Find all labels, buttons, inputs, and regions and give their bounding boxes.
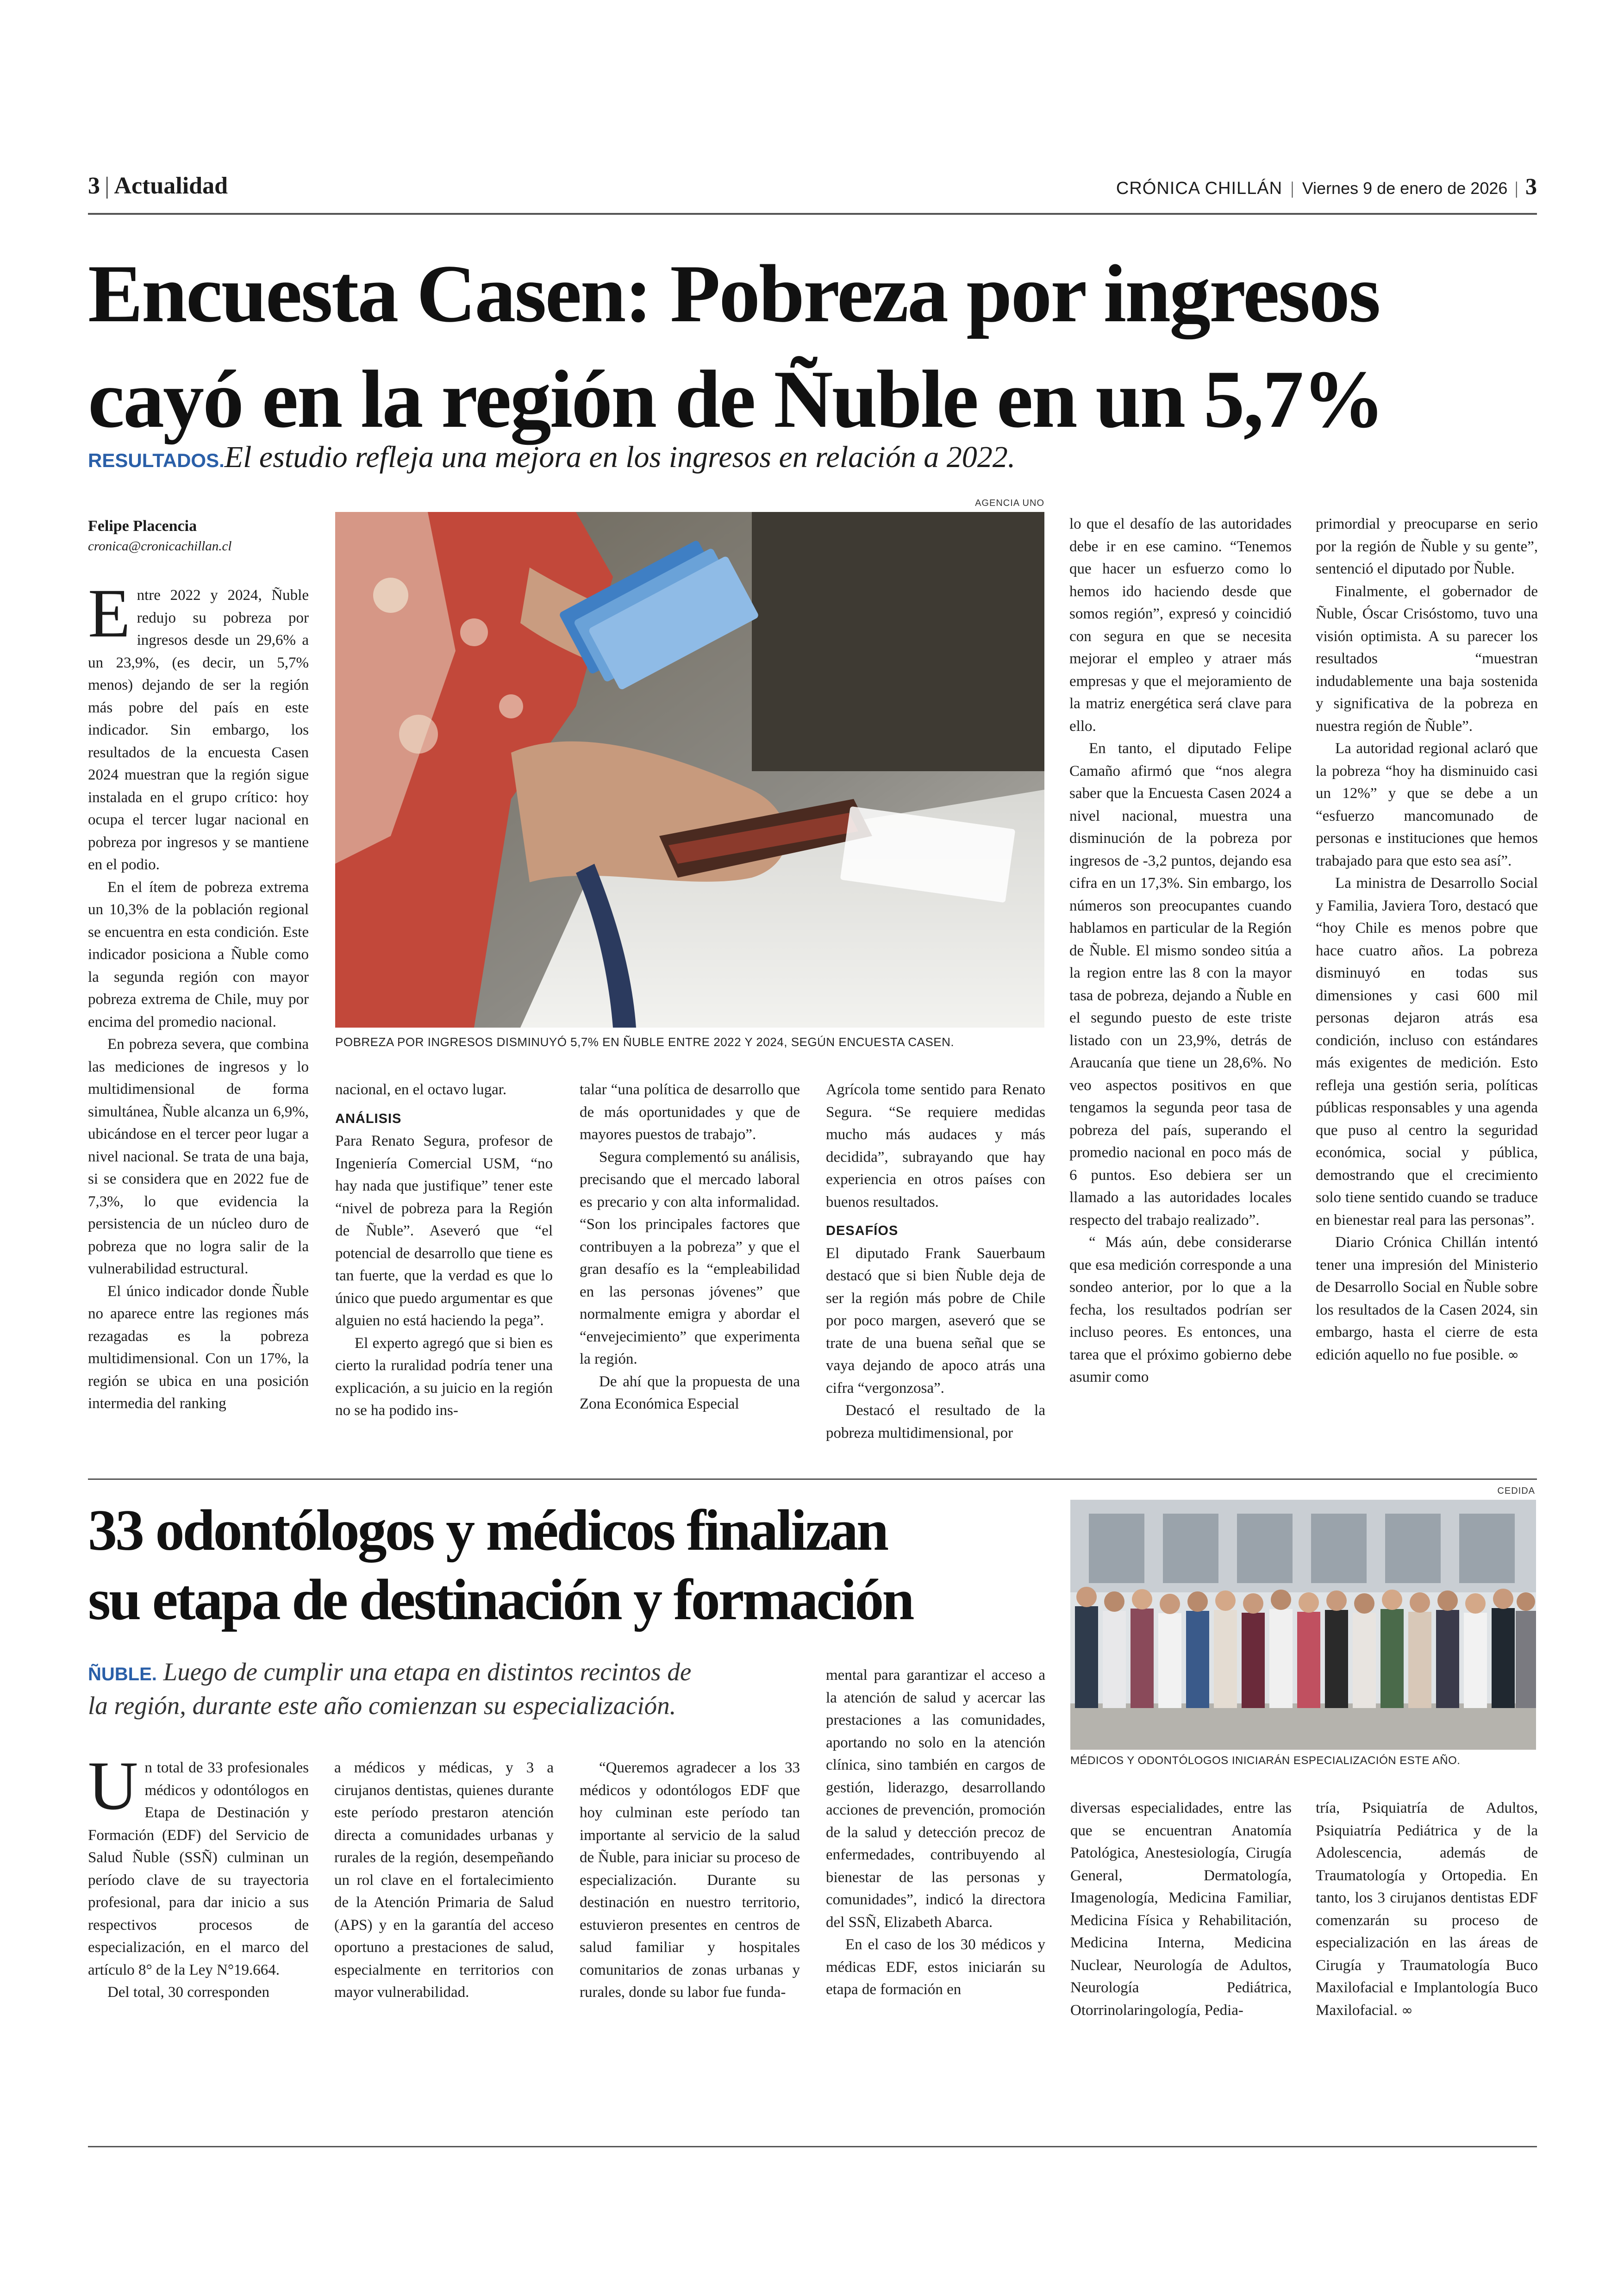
article1-paragraph: El experto agregó que si bien es cierto la ruralidad podría tener una explicación, a su juicio en la región no se ha podido ins- [335, 1335, 553, 1419]
photo1-credit: AGENCIA UNO [975, 498, 1044, 508]
article1-paragraph: De ahí que la propuesta de una Zona Económica Especial [580, 1373, 800, 1412]
author-email[interactable]: cronica@cronicachillan.cl [88, 539, 232, 554]
article2-deck: ÑUBLE. Luego de cumplir una etapa en distintos recintos de la región, durante este año comienzan su especialización. [88, 1658, 692, 1720]
article1-photo [335, 512, 1044, 1028]
drop-cap: E [88, 575, 131, 652]
article2-paragraph: Del total, 30 corresponden [107, 1984, 270, 2001]
article1-paragraph: El único indicador donde Ñuble no aparece entre las regiones más rezagadas es la pobreza multidimensional. Con un 17%, la región se ubica en una posición intermedia del ranking [88, 1283, 309, 1412]
article2-paragraph: “Queremos agradecer a los 33 médicos y odontólogos EDF que hoy culminan este período tan importante al servicio de la salud de Ñuble, para iniciar su proceso de especialización. Durante su destinación en nuestro territorio, estuvieron presentes en centros de salud familiar y hospitales comunitarios de zonas urbanas y rurales, donde su labor fue funda- [580, 1759, 800, 2001]
article2-column-3 [580, 1757, 800, 2004]
section-label: 3 | Actualidad [88, 173, 228, 199]
article1-column-1 [88, 575, 309, 1415]
article1-paragraph: primordial y preocuparse en serio por la región de Ñuble y su gente”, sentenció el diputado por Ñuble. [1316, 516, 1538, 577]
article2-paragraph: diversas especialidades, entre las que se encuentran Anatomía Patológica, Anestesiología, Cirugía General, Dermatología, Imagenología, Medicina Familiar, Medicina Física y Rehabilitación, Medicina Interna, Medicina Nuclear, Neurología de Adultos, Neurología Pediátrica, Otorrinolaringología, Pedia- [1070, 1800, 1292, 2019]
end-mark-icon: ∞ [1401, 2002, 1413, 2019]
article1-paragraph: En el ítem de pobreza extrema un 10,3% de la población regional se encuentra en esta condición. Este indicador posiciona a Ñuble como la segunda región con mayor pobreza extrema de Chile, muy por encima del promedio nacional. [88, 879, 309, 1030]
article1-paragraph: Para Renato Segura, profesor de Ingeniería Comercial USM, “no hay nada que justifique” tener este “nivel de pobreza para la Región de Ñuble”. Aseveró que “el potencial de desarrollo que tiene es tan fuerte, que la verdad es que lo único que puedo argumentar es que alguien no está haciendo la pega”. [335, 1133, 553, 1329]
article1-column-4 [826, 1079, 1045, 1444]
article1-column-6 [1316, 513, 1538, 1366]
article1-paragraph: En pobreza severa, que combina las mediciones de ingresos y lo multidimensional de forma simultánea, Ñuble alcanza un 6,9%, ubicándose en el tercer peor lugar a nivel nacional. Se trata de una baja, si se considera que en 2022 fue de 7,3%, lo que evidencia la persistencia de un núcleo duro de pobreza que no logra salir de la vulnerabilidad estructural. [88, 1036, 309, 1277]
page-header [88, 172, 1537, 200]
deck-label: ÑUBLE. [88, 1664, 157, 1684]
article1-paragraph: En tanto, el diputado Felipe Camaño afirmó que “nos alegra saber que la Encuesta Casen 2024 a nivel nacional, muestra una disminución de la pobreza por ingresos de -3,2 puntos, dejando esa cifra en un 17,3%. Sin embargo, los números son preocupantes cuando hablamos en particular de la Región de Ñuble. El mismo sondeo sitúa a la region entre las 8 con la mayor tasa de pobreza, dejando a Ñuble en el segundo puesto de este triste listado con un 23,9%, detrás de Araucanía que tiene un 28,6%. No veo aspectos positivos en que tengamos la segunda peor tasa de pobreza del país, superando el promedio nacional en poco más de 6 puntos. Eso debiera ser un llamado a las autoridades locales respecto del trabajo realizado”. [1069, 740, 1292, 1229]
article1-paragraph: Agrícola tome sentido para Renato Segura. “Se requiere medidas mucho más audaces y más decidida”, subrayando que hay experiencia en otros países con buenos resultados. [826, 1081, 1045, 1210]
article2-paragraph: tría, Psiquiatría de Adultos, Psiquiatría Pediátrica y de la Adolescencia, además de Traumatología y Ortopedia. En tanto, los 3 cirujanos dentistas EDF comenzarán su proceso de especialización en las áreas de Cirugía y Traumatología Buco Maxilofacial e Implantología Buco Maxilofacial. ∞ [1316, 1800, 1538, 2019]
header-rule [88, 213, 1537, 215]
article1-paragraph: La autoridad regional aclaró que la pobreza “hoy ha disminuido casi un 12%” y que se debe a un “esfuerzo mancomunado de personas e instituciones que hemos trabajado para que esto sea así”. [1316, 740, 1538, 869]
photo2-credit: CEDIDA [1497, 1486, 1535, 1496]
article2-photo [1070, 1500, 1536, 1750]
article2-paragraph: a médicos y médicas, y 3 a cirujanos dentistas, quienes durante este período prestaron atención directa a comunidades urbanas y rurales de la región, desempeñando un rol clave en el fortalecimiento de la Atención Primaria de Salud (APS) y en la garantía del acceso oportuno a prestaciones de salud, especialmente en territorios con mayor vulnerabilidad. [334, 1759, 554, 2001]
article2-headline: 33 odontólogos y médicos finalizan su etapa de destinación y formación [88, 1498, 913, 1632]
article1-paragraph: nacional, en el octavo lugar. [335, 1081, 507, 1098]
article1-column-3 [580, 1079, 800, 1416]
article1-paragraph: La ministra de Desarrollo Social y Familia, Javiera Toro, destacó que “hoy Chile es menos pobre que hace cuatro años. La pobreza disminuyó en todas sus dimensiones y casi 600 mil personas dejaron atrás esa condición, incluso con estándares más exigentes de medición. Esto refleja una gestión seria, políticas públicas responsables y una agenda que puso al centro la seguridad económica, social y pública, demostrando que el crecimiento solo tiene sentido cuando se traduce en bienestar real para las personas”. [1316, 875, 1538, 1229]
photo1-caption: POBREZA POR INGRESOS DISMINUYÓ 5,7% EN ÑUBLE ENTRE 2022 Y 2024, SEGÚN ENCUESTA CASEN. [335, 1035, 955, 1049]
footer-rule [88, 2146, 1537, 2147]
article2-column-6 [1316, 1797, 1538, 2022]
author-name: Felipe Placencia [88, 518, 197, 535]
article2-column-1 [88, 1747, 309, 2004]
article1-paragraph: Diario Crónica Chillán intentó tener una impresión del Ministerio de Desarrollo Social en Ñuble sobre los resultados de la Casen 2024, sin embargo, hasta el cierre de esta edición aquello no fue posible. ∞ [1316, 1234, 1538, 1363]
article2-column-5 [1070, 1797, 1292, 2021]
photo-group-of-doctors [1070, 1500, 1536, 1750]
photo-hands-counting-money [335, 512, 1044, 1028]
article1-paragraph: Destacó el resultado de la pobreza multidimensional, por [826, 1402, 1045, 1441]
subheading-analisis: ANÁLISIS [335, 1111, 402, 1126]
article1-column-5 [1069, 513, 1292, 1389]
article1-column-2 [335, 1079, 553, 1422]
article1-paragraph: El diputado Frank Sauerbaum destacó que si bien Ñuble deja de ser la región más pobre de Chile por poco margen, aseveró que se trate de una buena señal que se vaya dejando de apoco atrás una cifra “vergonzosa”. [826, 1245, 1045, 1397]
article2-column-2 [334, 1757, 554, 2004]
article2-paragraph: En el caso de los 30 médicos y médicas EDF, estos iniciarán su etapa de formación en [826, 1936, 1045, 1998]
article1-paragraph: Entre 2022 y 2024, Ñuble redujo su pobreza por ingresos desde un 29,6% a un 23,9%, (es decir, un 5,7% menos) dejando de ser la región más pobre del país en este indicador. Sin embargo, los resultados de la encuesta Casen 2024 muestran que la región sigue instalada en el grupo crítico: hoy ocupa el tercer lugar nacional en pobreza por ingresos y se mantiene en el podio. [88, 575, 309, 873]
article1-paragraph: talar “una política de desarrollo que de más oportunidades y que de mayores puestos de trabajo”. [580, 1081, 800, 1143]
article1-deck: RESULTADOS.El estudio refleja una mejora en los ingresos en relación a 2022. [88, 440, 1016, 474]
article1-paragraph: lo que el desafío de las autoridades debe ir en ese camino. “Tenemos que hacer un esfuerzo como lo hemos ido haciendo desde que somos región”, expresó y coincidió con segura en que se necesita mejorar el empleo y atraer más empresas y que el mejoramiento de la matriz energética será clave para ello. [1069, 516, 1292, 735]
publication-info: CRÓNICA CHILLÁN | Viernes 9 de enero de 2026 | 3 [1116, 173, 1537, 199]
photo2-caption: MÉDICOS Y ODONTÓLOGOS INICIARÁN ESPECIALIZACIÓN ESTE AÑO. [1070, 1754, 1461, 1767]
article1-paragraph: Segura complementó su análisis, precisando que el mercado laboral es precario y con alta informalidad. “Son los principales factores que contribuyen a la pobreza” y que el gran desafío es la “empleabilidad en las personas jóvenes” que normalmente emigra y abordar el “envejecimiento” que experimenta la región. [580, 1148, 800, 1367]
deck-label: RESULTADOS. [88, 449, 225, 471]
byline [88, 518, 329, 554]
article1-headline: Encuesta Casen: Pobreza por ingresos cayó en la región de Ñuble en un 5,7% [88, 248, 1384, 445]
subheading-desafios: DESAFÍOS [826, 1223, 899, 1238]
article2-column-4 [826, 1664, 1045, 2001]
article2-paragraph: mental para garantizar el acceso a la atención de salud y acercar las prestaciones a las comunidades, aportando no solo en la atención clínica, sino también en cargos de gestión, liderazgo, desarrollando acciones de prevención, promoción de la salud y detección precoz de enfermedades, contribuyendo al bienestar de las personas y comunidades”, indicó la directora del SSÑ, Elizabeth Abarca. [826, 1667, 1045, 1931]
article1-paragraph: Finalmente, el gobernador de Ñuble, Óscar Crisóstomo, tuvo una visión optimista. A su parecer los resultados “muestran indudablemente una baja sostenida y significativa de la pobreza en nuestra región de Ñuble”. [1316, 583, 1538, 735]
article1-paragraph: “ Más aún, debe considerarse que esa medición corresponde a una sondeo anterior, por lo que a la fecha, los resultados podrían ser incluso peores. Es entonces, una tarea que el próximo gobierno debe asumir como [1069, 1234, 1292, 1385]
section-divider [88, 1478, 1537, 1480]
article2-paragraph: Un total de 33 profesionales médicos y odontólogos en Etapa de Destinación y Formación (EDF) del Servicio de Salud Ñuble (SSÑ) culminan un período clave de su trayectoria profesional, para dar inicio a sus respectivos procesos de especialización, en el marco del artículo 8° de la Ley N°19.664. [88, 1747, 309, 1978]
end-mark-icon: ∞ [1507, 1347, 1519, 1363]
drop-cap: U [88, 1747, 138, 1824]
